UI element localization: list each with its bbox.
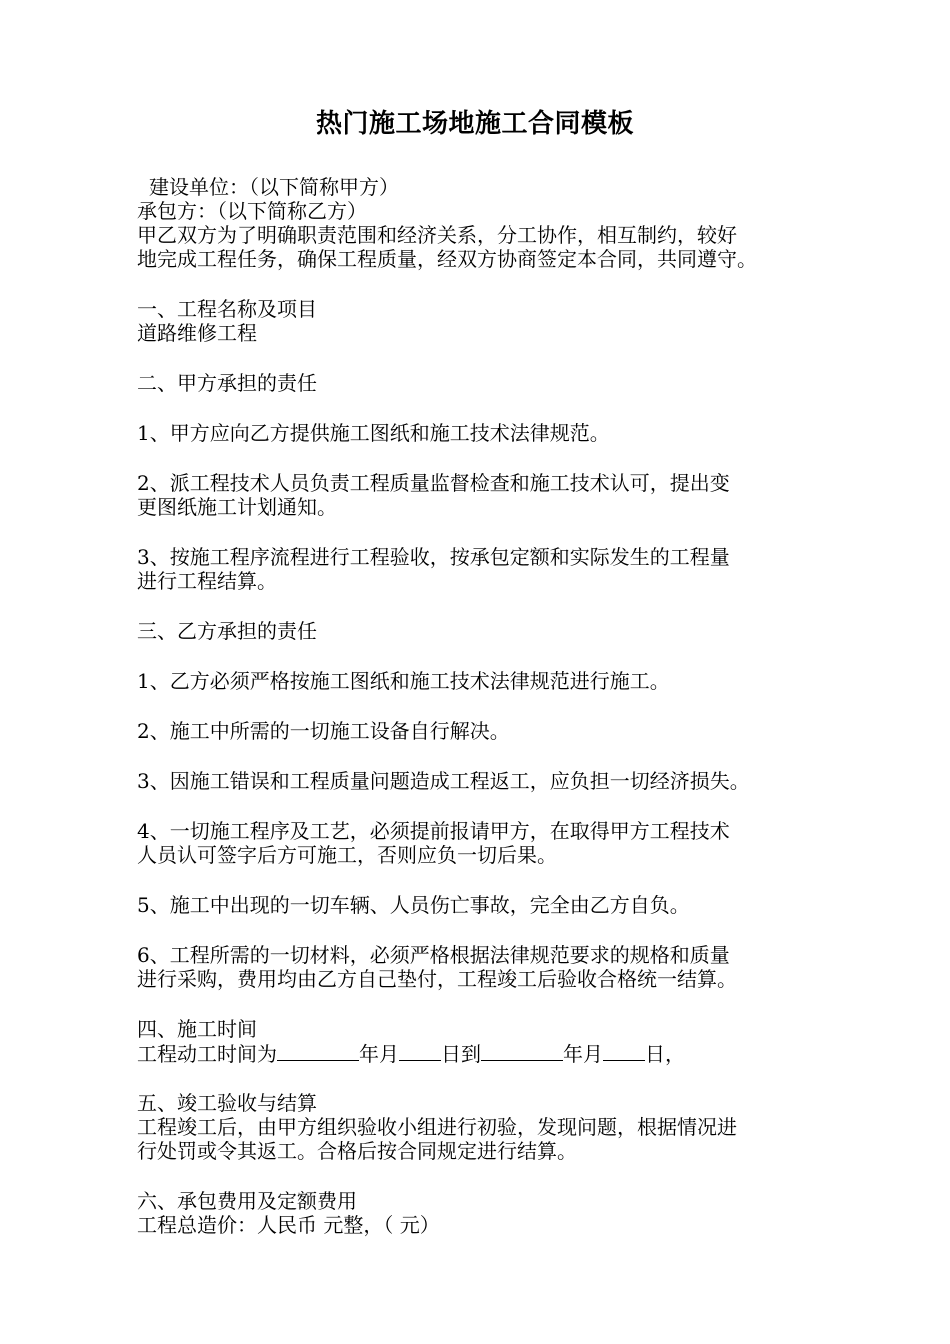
clause-item: 4、一切施工程序及工艺，必须提前报请甲方，在取得甲方工程技术	[137, 819, 730, 843]
document-title: 热门施工场地施工合同模板	[315, 109, 634, 139]
section-heading: 六、承包费用及定额费用	[137, 1189, 357, 1213]
clause-item: 2、派工程技术人员负责工程质量监督检查和施工技术认可，提出变	[137, 471, 730, 495]
clause-item: 进行采购，费用均由乙方自己垫付，工程竣工后验收合格统一结算。	[137, 967, 737, 991]
clause-item: 5、施工中出现的一切车辆、人员伤亡事故，完全由乙方自负。	[137, 893, 690, 917]
time-prefix: 工程动工时间为	[137, 1042, 277, 1066]
day-end-label: 日，	[645, 1042, 685, 1066]
clause-item: 进行工程结算。	[137, 569, 277, 593]
section-heading: 五、竣工验收与结算	[137, 1091, 317, 1115]
construction-time-line	[137, 1041, 827, 1065]
clause-item: 3、按施工程序流程进行工程验收，按承包定额和实际发生的工程量	[137, 545, 730, 569]
section-heading: 三、乙方承担的责任	[137, 619, 317, 643]
clause-item: 更图纸施工计划通知。	[137, 495, 337, 519]
clause-item: 1、甲方应向乙方提供施工图纸和施工技术法律规范。	[137, 421, 610, 445]
end-day-blank	[603, 1041, 645, 1061]
clause-item: 3、因施工错误和工程质量问题造成工程返工，应负担一切经济损失。	[137, 769, 750, 793]
clause-item: 1、乙方必须严格按施工图纸和施工技术法律规范进行施工。	[137, 669, 670, 693]
section-heading: 一、工程名称及项目	[137, 297, 317, 321]
section-content: 工程总造价：人民币 元整，（ 元）	[137, 1213, 440, 1237]
end-year-blank	[481, 1041, 563, 1061]
year-month-label: 年月	[359, 1042, 399, 1066]
clause-item: 6、工程所需的一切材料，必须严格根据法律规范要求的规格和质量	[137, 943, 730, 967]
section-heading: 四、施工时间	[137, 1017, 257, 1041]
preamble-line: 甲乙双方为了明确职责范围和经济关系，分工协作，相互制约，较好	[137, 223, 737, 247]
clause-item: 人员认可签字后方可施工，否则应负一切后果。	[137, 843, 557, 867]
section-content: 工程竣工后，由甲方组织验收小组进行初验，发现问题，根据情况进	[137, 1115, 737, 1139]
preamble-line: 地完成工程任务，确保工程质量，经双方协商签定本合同，共同遵守。	[137, 247, 757, 271]
document-body	[137, 175, 827, 1237]
builder-party-line: 建设单位：（以下简称甲方）	[149, 175, 399, 199]
start-day-blank	[399, 1041, 441, 1061]
clause-item: 2、施工中所需的一切施工设备自行解决。	[137, 719, 510, 743]
day-to-label: 日到	[441, 1042, 481, 1066]
year-month-label: 年月	[563, 1042, 603, 1066]
section-content: 行处罚或令其返工。合格后按合同规定进行结算。	[137, 1139, 577, 1163]
contractor-party-line: 承包方：（以下简称乙方）	[137, 199, 367, 223]
section-heading: 二、甲方承担的责任	[137, 371, 317, 395]
section-content: 道路维修工程	[137, 321, 257, 345]
start-year-blank	[277, 1041, 359, 1061]
